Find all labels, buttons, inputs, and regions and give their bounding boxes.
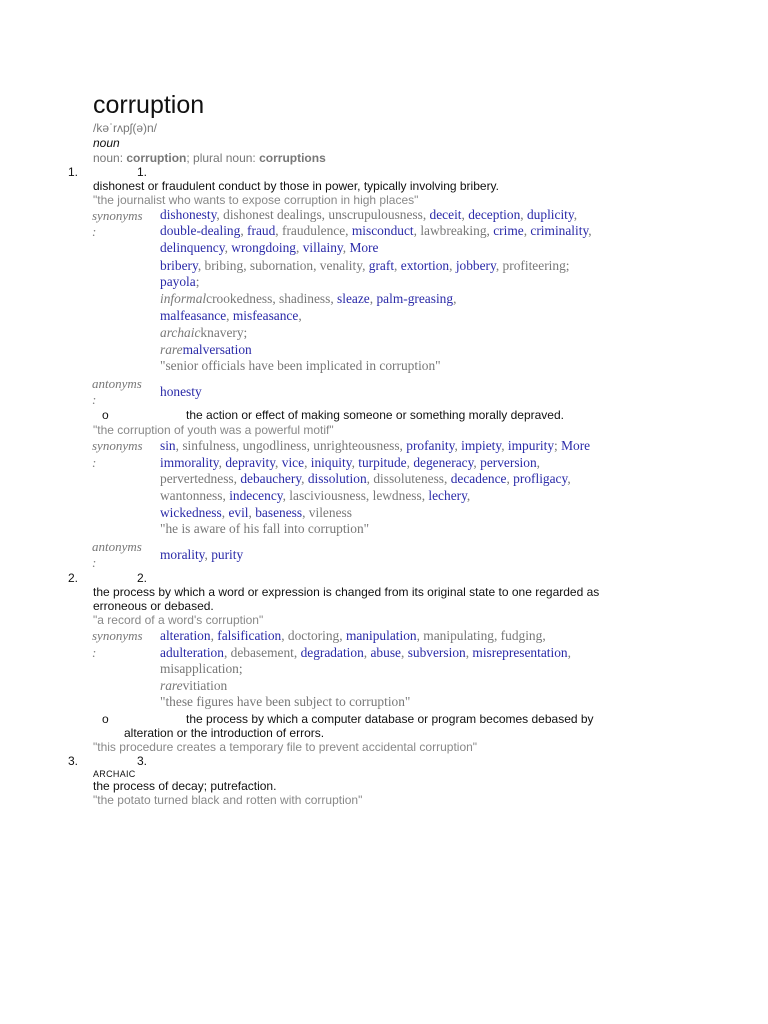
synonym-example: "senior officials have been implicated in corruption" xyxy=(160,358,441,373)
synonym-text: , doctoring, xyxy=(281,628,346,643)
synonym-link[interactable]: iniquity xyxy=(310,455,352,470)
synonyms-colon: : xyxy=(92,224,97,239)
separator: , xyxy=(453,291,457,306)
synonym-line xyxy=(160,240,378,256)
example: "a record of a word's corruption" xyxy=(93,613,264,627)
synonym-link[interactable]: adulteration xyxy=(160,645,224,660)
synonym-link[interactable]: misrepresentation xyxy=(472,645,568,660)
sense-number-outer: 3. xyxy=(68,754,79,768)
separator: , xyxy=(501,438,508,453)
separator: , xyxy=(588,223,592,238)
synonym-link[interactable]: jobbery xyxy=(455,258,496,273)
synonym-link[interactable]: crime xyxy=(493,223,524,238)
separator: , xyxy=(449,258,456,273)
separator: , xyxy=(351,455,359,470)
synonym-line xyxy=(160,325,247,341)
sense-number-outer: 1. xyxy=(68,165,79,179)
antonyms-label: antonyms xyxy=(92,376,142,391)
synonym-line xyxy=(160,258,569,274)
definition: the process by which a word or expression is changed from its original state to one regarded as xyxy=(93,585,600,599)
synonym-line xyxy=(160,488,470,504)
sub-definition: the action or effect of making someone or something morally depraved. xyxy=(186,408,564,422)
sub-example: "this procedure creates a temporary file to prevent accidental corruption" xyxy=(93,740,478,754)
forms-mid: ; plural noun: xyxy=(186,151,260,165)
synonym-line xyxy=(160,308,302,324)
separator: , xyxy=(210,628,218,643)
register-label: rare xyxy=(160,342,183,357)
synonym-link[interactable]: vice xyxy=(281,455,305,470)
separator: , xyxy=(221,505,229,520)
synonym-text: vitiation xyxy=(182,678,228,693)
synonyms-label: synonyms xyxy=(92,438,143,453)
synonym-link[interactable]: extortion xyxy=(400,258,450,273)
synonym-line xyxy=(160,223,592,239)
synonym-link[interactable]: misconduct xyxy=(351,223,414,238)
synonym-example: "these figures have been subject to corruption" xyxy=(160,694,411,709)
synonym-link[interactable]: decadence xyxy=(450,471,507,486)
separator: , xyxy=(342,240,350,255)
synonym-link[interactable]: double-dealing xyxy=(160,223,241,238)
synonym-example: "he is aware of his fall into corruption" xyxy=(160,521,370,536)
synonyms-colon: : xyxy=(92,645,97,660)
synonym-text: , profiteering; xyxy=(495,258,570,273)
separator: , xyxy=(369,291,377,306)
synonym-link[interactable]: depravity xyxy=(225,455,276,470)
synonym-link[interactable]: abuse xyxy=(370,645,401,660)
part-of-speech: noun xyxy=(93,136,120,150)
separator: , xyxy=(506,471,514,486)
synonym-text: , vileness xyxy=(302,505,352,520)
synonym-link[interactable]: impiety xyxy=(461,438,502,453)
forms-prefix: noun: xyxy=(93,151,127,165)
antonym-line xyxy=(160,547,243,563)
synonym-link[interactable]: degradation xyxy=(300,645,364,660)
synonym-link[interactable]: dissolution xyxy=(307,471,367,486)
form-singular: corruption xyxy=(126,151,187,165)
synonym-link[interactable]: debauchery xyxy=(240,471,302,486)
word-forms xyxy=(93,151,326,165)
synonym-text: wantonness, xyxy=(160,488,230,503)
separator: , xyxy=(573,207,578,222)
antonym-link[interactable]: honesty xyxy=(160,384,202,399)
synonym-text: , sinfulness, ungodliness, unrighteousness, xyxy=(175,438,407,453)
synonym-line xyxy=(160,505,352,521)
separator: , xyxy=(224,240,232,255)
antonyms-colon: : xyxy=(92,555,97,570)
synonym-link[interactable]: delinquency xyxy=(160,240,225,255)
synonym-link[interactable]: villainy xyxy=(302,240,343,255)
separator: ; xyxy=(554,438,562,453)
antonyms-label: antonyms xyxy=(92,539,142,554)
sense-number-inner: 3. xyxy=(137,754,148,768)
headword: corruption xyxy=(93,91,205,119)
separator: , xyxy=(298,308,302,323)
register-label: informal xyxy=(160,291,207,306)
sense-number-inner: 2. xyxy=(137,571,148,585)
synonym-text: , dishonest dealings, unscrupulousness, xyxy=(216,207,430,222)
synonym-link[interactable]: wickedness xyxy=(160,505,222,520)
separator: , xyxy=(363,645,371,660)
synonym-link[interactable]: malfeasance xyxy=(160,308,227,323)
synonym-link[interactable]: wrongdoing xyxy=(231,240,296,255)
synonym-link[interactable]: dishonesty xyxy=(160,207,217,222)
synonym-line xyxy=(160,291,456,307)
more-link[interactable]: More xyxy=(561,438,591,453)
separator: , xyxy=(567,645,571,660)
synonym-link[interactable]: subversion xyxy=(407,645,466,660)
synonym-link[interactable]: perversion xyxy=(480,455,537,470)
synonym-text: , bribing, subornation, venality, xyxy=(197,258,369,273)
synonym-text: pervertedness, xyxy=(160,471,241,486)
separator: , xyxy=(394,258,401,273)
antonym-line xyxy=(160,384,202,400)
separator: , xyxy=(226,308,233,323)
synonym-link[interactable]: fraud xyxy=(247,223,276,238)
synonym-link[interactable]: lechery xyxy=(428,488,467,503)
synonym-line xyxy=(160,438,590,454)
separator: , xyxy=(304,455,311,470)
definition: erroneous or debased. xyxy=(93,599,214,613)
separator: ; xyxy=(195,274,200,289)
synonym-line xyxy=(160,274,199,290)
synonym-link[interactable]: manipulation xyxy=(345,628,417,643)
synonym-text: , lasciviousness, lewdness, xyxy=(282,488,429,503)
synonym-link[interactable]: payola xyxy=(160,274,196,289)
synonym-link[interactable]: indecency xyxy=(229,488,283,503)
separator: , xyxy=(466,488,471,503)
synonym-line xyxy=(160,678,227,694)
separator: , xyxy=(275,455,282,470)
form-plural: corruptions xyxy=(259,151,326,165)
synonym-link[interactable]: turpitude xyxy=(358,455,407,470)
synonym-link[interactable]: graft xyxy=(368,258,395,273)
sub-example: "the corruption of youth was a powerful motif" xyxy=(93,423,334,437)
separator: , xyxy=(465,645,473,660)
separator: , xyxy=(523,223,531,238)
example: "the potato turned black and rotten with corruption" xyxy=(93,793,363,807)
definition: dishonest or fraudulent conduct by those in power, typically involving bribery. xyxy=(93,179,500,193)
synonym-text: , debasement, xyxy=(223,645,301,660)
synonym-line xyxy=(160,661,243,677)
sense-number-outer: 2. xyxy=(68,571,79,585)
antonym-link[interactable]: morality xyxy=(160,547,205,562)
synonym-text: , dissoluteness, xyxy=(366,471,451,486)
separator: , xyxy=(406,455,414,470)
synonym-link[interactable]: impurity xyxy=(507,438,555,453)
bullet: o xyxy=(102,408,109,422)
synonym-link[interactable]: misfeasance xyxy=(232,308,299,323)
synonym-link[interactable]: palm-greasing xyxy=(376,291,454,306)
separator: , xyxy=(296,240,303,255)
sub-definition: the process by which a computer database or program becomes debased by xyxy=(186,712,594,726)
definition: the process of decay; putrefaction. xyxy=(93,779,277,793)
more-link[interactable]: More xyxy=(349,240,379,255)
synonym-link[interactable]: evil xyxy=(228,505,249,520)
separator: , xyxy=(218,455,226,470)
synonym-link[interactable]: bribery xyxy=(160,258,198,273)
synonym-link[interactable]: degeneracy xyxy=(413,455,474,470)
synonym-link[interactable]: duplicity xyxy=(526,207,574,222)
example: "the journalist who wants to expose corruption in high places" xyxy=(93,193,419,207)
pronunciation: /kəˈrʌpʃ(ə)n/ xyxy=(93,121,158,135)
synonym-link[interactable]: malversation xyxy=(182,342,252,357)
separator: , xyxy=(520,207,527,222)
antonym-link[interactable]: purity xyxy=(211,547,244,562)
synonym-text: misapplication; xyxy=(160,661,243,676)
sense-number-inner: 1. xyxy=(137,165,148,179)
separator: , xyxy=(240,223,248,238)
synonym-text: , lawbreaking, xyxy=(413,223,494,238)
antonyms-colon: : xyxy=(92,392,97,407)
synonym-link[interactable]: alteration xyxy=(160,628,211,643)
synonym-link[interactable]: immorality xyxy=(160,455,219,470)
register-label: archaic xyxy=(160,325,201,340)
separator: , xyxy=(567,471,571,486)
synonym-line xyxy=(160,207,577,223)
synonym-line xyxy=(160,455,540,471)
synonym-text: , fraudulence, xyxy=(275,223,352,238)
synonym-link[interactable]: deception xyxy=(468,207,521,222)
synonym-link[interactable]: baseness xyxy=(255,505,303,520)
synonyms-label: synonyms xyxy=(92,628,143,643)
synonym-link[interactable]: profligacy xyxy=(513,471,568,486)
synonym-link[interactable]: deceit xyxy=(429,207,462,222)
register-label: rare xyxy=(160,678,183,693)
separator: , xyxy=(248,505,256,520)
synonym-text: knavery; xyxy=(200,325,248,340)
separator: , xyxy=(400,645,408,660)
separator: , xyxy=(536,455,541,470)
synonym-line xyxy=(160,628,546,644)
separator: , xyxy=(454,438,462,453)
synonym-line xyxy=(160,645,571,661)
synonym-link[interactable]: criminality xyxy=(530,223,589,238)
sub-definition: alteration or the introduction of errors. xyxy=(124,726,325,740)
synonym-text: , manipulating, fudging, xyxy=(416,628,546,643)
register-tag: ARCHAIC xyxy=(93,769,136,779)
synonyms-label: synonyms xyxy=(92,208,143,223)
synonym-text: crookedness, shadiness, xyxy=(206,291,338,306)
bullet: o xyxy=(102,712,109,726)
synonym-link[interactable]: sleaze xyxy=(337,291,370,306)
separator: , xyxy=(301,471,308,486)
synonym-link[interactable]: falsification xyxy=(217,628,282,643)
separator: , xyxy=(204,547,212,562)
synonym-line xyxy=(160,471,571,487)
synonym-line xyxy=(160,342,252,358)
synonyms-colon: : xyxy=(92,455,97,470)
synonym-link[interactable]: sin xyxy=(160,438,176,453)
synonym-link[interactable]: profanity xyxy=(406,438,455,453)
separator: , xyxy=(473,455,481,470)
separator: , xyxy=(461,207,469,222)
